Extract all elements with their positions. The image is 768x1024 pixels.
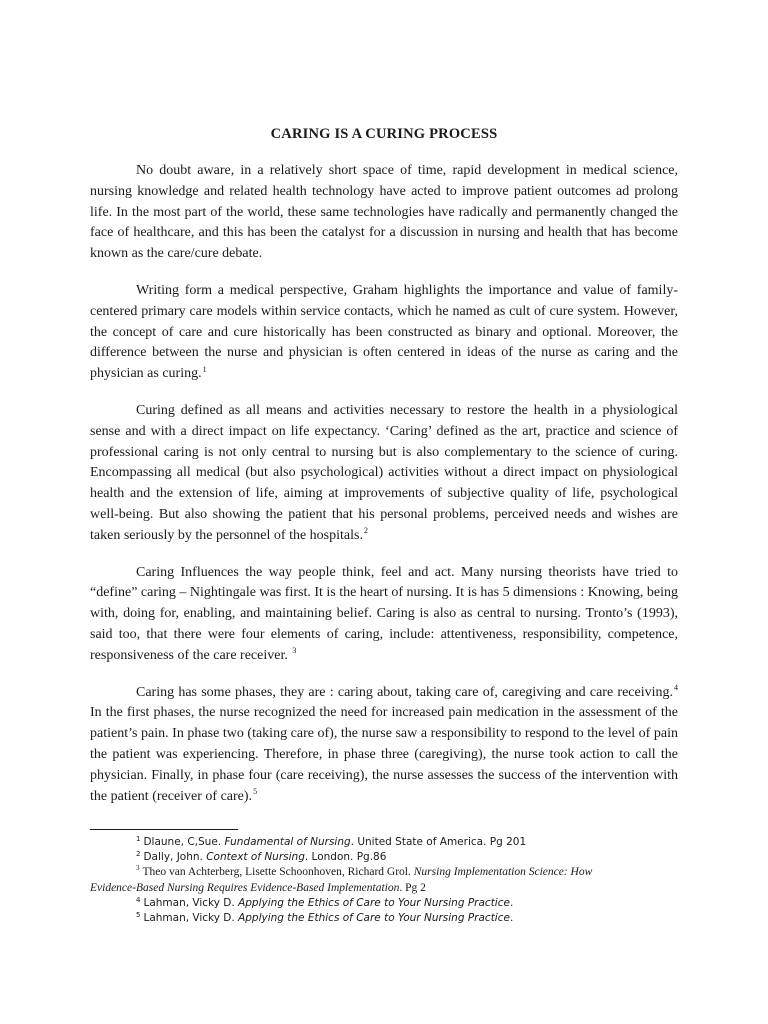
paragraph-1: No doubt aware, in a relatively short space of time, rapid development in medical science, nursing knowledge and related health technology have acted to improve patient outcomes ad prolong life. In the most part of the world, these same technologies have radically and permanently changed the face of healthcare, and this has been the catalyst for a discussion in nursing and health that has become known as the care/cure debate. (90, 163, 678, 262)
page-title: CARING IS A CURING PROCESS (270, 126, 498, 142)
paragraph-5: Caring has some phases, they are : caring about, taking care of, caregiving and care receiving.$^4$ In the first phases, the nurse recognized the need for increased pain medication in the assessment of the patient’s pain. In phase two (taking care of), the nurse saw a responsibility to respond to the level of pain the patient was experiencing. Therefore, in phase three (caregiving), the nurse took action to call the physician. Finally, in phase four (care receiving), the nurse assesses the success of the intervention with the patient (receiver of care).$^5$ (90, 682, 678, 804)
footnote-ref-1[interactable]: 1 (202, 364, 207, 374)
footnote-2: $^2$ Dally, John. Context of Nursing. London. Pg.86 (136, 849, 387, 863)
footnote-5: $^5$ Lahman, Vicky D. Applying the Ethics of Care to Your Nursing Practice. (136, 910, 514, 924)
footnote-4: $^4$ Lahman, Vicky D. Applying the Ethics of Care to Your Nursing Practice. (136, 895, 514, 909)
footnote-ref-5[interactable]: 5 (253, 786, 258, 796)
footnote-3-continued: Evidence-Based Nursing Requires Evidence-Based Implementation. Pg 2 (90, 882, 426, 894)
paragraph-4: Caring Influences the way people think, feel and act. Many nursing theorists have tried to “define” caring – Nightingale was first. It is the heart of nursing. It is has 5 dimensions : Knowing, being with, doing for, enabling, and maintaining belief. Caring is also as central to nursing. Tronto’s (1993), said too, that there were four elements of caring, include: attentiveness, responsibility, competence, responsiveness of the care receiver. $^3$ (90, 564, 678, 663)
footnote-1: $^1$ Dlaune, C,Sue. Fundamental of Nursing. United State of America. Pg 201 (136, 834, 527, 848)
footnote-separator (90, 829, 238, 830)
footnote-ref-4[interactable]: 4 (674, 682, 678, 692)
paragraph-2: Writing form a medical perspective, Graham highlights the importance and value of family-centered primary care models within service contacts, which he named as cult of cure system. However, the concept of care and cure historically has been constructed as binary and optional. Moreover, the difference between the nurse and physician is often centered in ideas of the nurse as caring and the physician as curing.$^1$ (90, 282, 678, 382)
footnote-ref-2[interactable]: 2 (363, 526, 368, 536)
document-body (90, 161, 678, 823)
paragraph-3: Curing defined as all means and activities necessary to restore the health in a physiological sense and with a direct impact on life expectancy. ‘Caring’ defined as the art, practice and science of professional caring is not only central to nursing but is also complementary to the science of curing. Encompassing all medical (but also psychological) activities without a direct impact on physiological health and the extension of life, aiming at improvements of subjective quality of life, psychological well-being. But also showing the patient that his personal problems, perceived needs and wishes are taken seriously by the personnel of the hospitals.$^2$ (90, 402, 678, 543)
footnotes (90, 835, 690, 926)
footnote-3: $^3$ Theo van Achterberg, Lisette Schoonhoven, Richard Grol. Nursing Implementation Science: How (136, 864, 593, 878)
footnote-ref-3[interactable]: 3 (292, 646, 297, 656)
